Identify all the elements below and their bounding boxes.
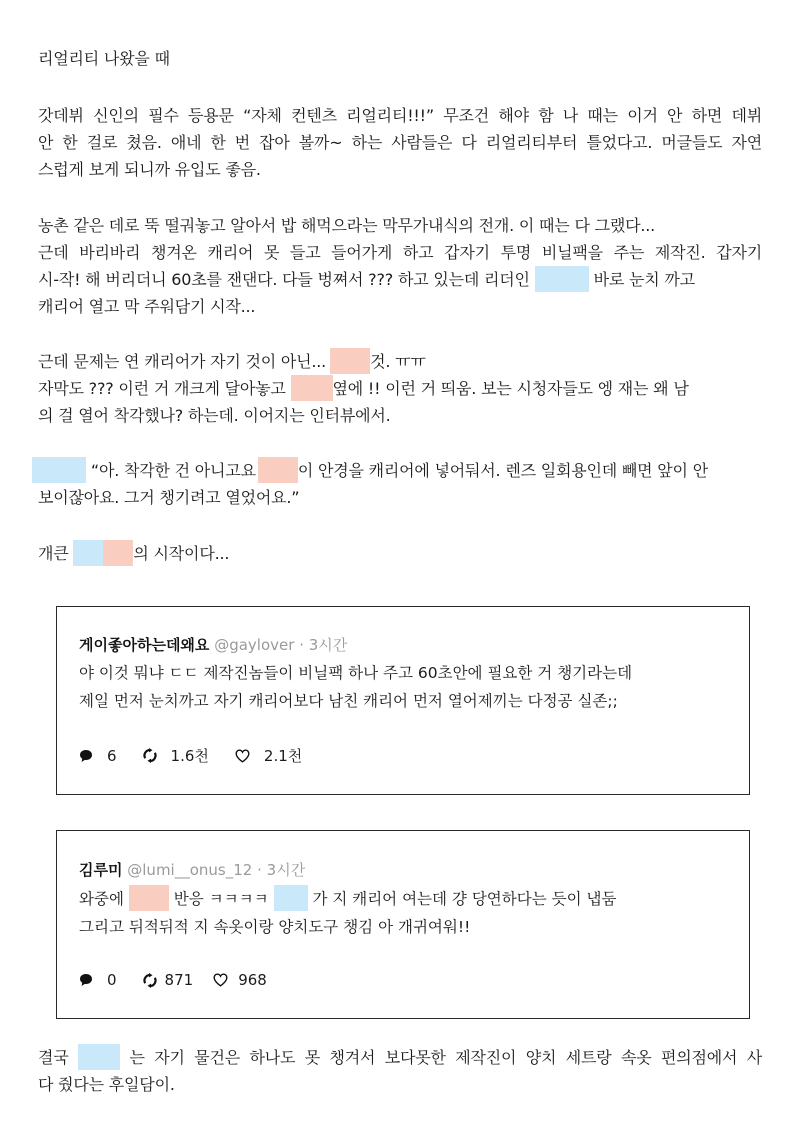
text-fragment: 옆에 !! 이런 거 띄움. 보는 시청자들도 엥 재는 왜 남	[332, 379, 689, 398]
tweet-author-handle[interactable]: @gaylover	[214, 636, 295, 654]
tweet-author-name[interactable]: 김루미	[79, 861, 123, 879]
tweet-card[interactable]	[56, 606, 750, 795]
retweet-count: 1.6천	[170, 747, 209, 765]
text-line: 근데 바리바리 챙겨온 캐리어 못 들고 들어가게 하고 갑자기 투명 비닐팩을 주는 제작진. 갑자기	[38, 243, 762, 262]
tweet-stats	[79, 745, 328, 766]
tweet-timestamp: 3시간	[266, 861, 306, 879]
redaction-pink	[103, 540, 133, 566]
text-fragment: 결국	[38, 1048, 69, 1067]
reply-count: 0	[107, 971, 117, 989]
text-fragment: 와중에	[79, 890, 124, 908]
separator-dot: ·	[257, 861, 262, 879]
tweet-author-name[interactable]: 게이좋아하는데왜요	[79, 636, 210, 654]
retweet-count: 871	[164, 971, 194, 989]
text-line	[38, 348, 762, 375]
tweet-stats	[79, 971, 293, 989]
redaction-pink	[291, 375, 333, 401]
heart-icon	[213, 973, 228, 987]
tweet-body-line: 제일 먼저 눈치까고 자기 캐리어보다 남친 캐리어 먼저 열어제끼는 다정공 실존;;	[79, 692, 618, 710]
like-count: 2.1천	[263, 747, 303, 765]
like-count: 968	[238, 971, 267, 989]
text-line	[38, 457, 762, 484]
comment-icon	[79, 973, 93, 987]
redaction-blue	[32, 457, 86, 483]
text-line: 다 줬다는 후일담이.	[38, 1075, 175, 1094]
separator-dot: ·	[299, 636, 304, 654]
text-line: 갓데뷔 신인의 필수 등용문 “자체 컨텐츠 리얼리티!!!” 무조건 해야 함 나 때는 이거 안 하면 데뷔	[38, 106, 762, 125]
text-line	[38, 375, 762, 402]
tweet-header	[79, 634, 347, 655]
text-fragment: “아. 착각한 건 아니고요	[90, 461, 256, 480]
text-line: 스럽게 보게 되니까 유입도 좋음.	[38, 160, 261, 179]
text-fragment: 반응 ㅋㅋㅋㅋ	[173, 890, 269, 908]
tweet-body-line: 그리고 뒤적뒤적 지 속옷이랑 양치도구 챙김 아 개귀여워!!	[79, 918, 471, 936]
text-fragment: 가 지 캐리어 여는데 걍 당연하다는 듯이 냅둠	[312, 890, 617, 908]
paragraph-start	[38, 540, 762, 567]
reply-stat[interactable]	[79, 971, 117, 989]
paragraph-intro	[38, 102, 762, 183]
redaction-pink	[330, 348, 370, 374]
text-line	[38, 1044, 762, 1071]
paragraph-problem	[38, 348, 762, 429]
tweet-timestamp: 3시간	[308, 636, 348, 654]
comment-icon	[79, 749, 93, 763]
tweet-body	[79, 885, 616, 941]
text-line: 안 한 걸로 쳤음. 애네 한 번 잡아 볼까~ 하는 사람들은 다 리얼리티부터 틀었다고. 머글들도 자연	[38, 133, 762, 152]
paragraph-title	[38, 45, 762, 72]
retweet-icon	[143, 748, 157, 763]
text-fragment: 바로 눈치 까고	[593, 270, 695, 289]
text-line: 의 걸 열어 착각했나? 하는데. 이어지는 인터뷰에서.	[38, 406, 391, 425]
text-fragment: 근데 문제는 연 캐리어가 자기 것이 아닌...	[38, 352, 327, 371]
tweet-author-handle[interactable]: @lumi__onus_12	[127, 861, 253, 879]
text-fragment: 자막도 ??? 이런 거 개크게 달아놓고	[38, 379, 286, 398]
text-fragment: 개큰	[38, 544, 69, 563]
text-line: 농촌 같은 데로 뚝 떨궈놓고 알아서 밥 해먹으라는 막무가내식의 전개. 이 때는 다 그랬다...	[38, 216, 656, 235]
reply-stat[interactable]	[79, 747, 117, 765]
text-line: 보이잖아요. 그거 챙기려고 열었어요.”	[38, 488, 300, 507]
reply-count: 6	[107, 746, 117, 765]
retweet-stat[interactable]	[143, 745, 209, 766]
redaction-blue	[73, 540, 103, 566]
tweet-body-line: 야 이것 뭐냐 ㄷㄷ 제작진놈들이 비닐팩 하나 주고 60초안에 필요한 거 챙기라는데	[79, 664, 633, 682]
tweet-header	[79, 859, 305, 880]
heart-icon	[235, 749, 250, 763]
like-stat[interactable]	[235, 745, 302, 766]
paragraph-interview	[38, 457, 762, 511]
text-fragment: 것. ㅠㅠ	[370, 352, 426, 371]
redaction-blue	[274, 885, 308, 911]
redaction-pink	[258, 457, 298, 483]
like-stat[interactable]	[213, 971, 267, 989]
paragraph-epilogue	[38, 1044, 762, 1098]
tweet-body-line	[79, 885, 616, 913]
text-fragment: 의 시작이다...	[133, 544, 230, 563]
text-line	[38, 266, 762, 293]
redaction-pink	[129, 885, 169, 911]
text-fragment: 는 자기 물건은 하나도 못 챙겨서 보다못한 제작진이 양치 세트랑 속옷 편의점에서 사	[129, 1048, 762, 1067]
retweet-icon	[143, 973, 157, 988]
redaction-blue	[535, 266, 589, 292]
retweet-stat[interactable]	[143, 971, 194, 989]
redaction-blue	[78, 1044, 120, 1070]
tweet-card[interactable]	[56, 830, 750, 1019]
text-fragment: 이 안경을 캐리어에 넣어둬서. 렌즈 일회용인데 빼면 앞이 안	[297, 461, 708, 480]
tweet-body	[79, 659, 632, 715]
paragraph-setup	[38, 212, 762, 320]
text-line: 리얼리티 나왔을 때	[38, 49, 170, 68]
text-line: 캐리어 열고 막 주워담기 시작...	[38, 297, 256, 316]
text-fragment: 시-작! 해 버리더니 60초를 잰댄다. 다들 벙쪄서 ??? 하고 있는데 리더인	[38, 270, 530, 289]
text-line	[38, 540, 762, 567]
